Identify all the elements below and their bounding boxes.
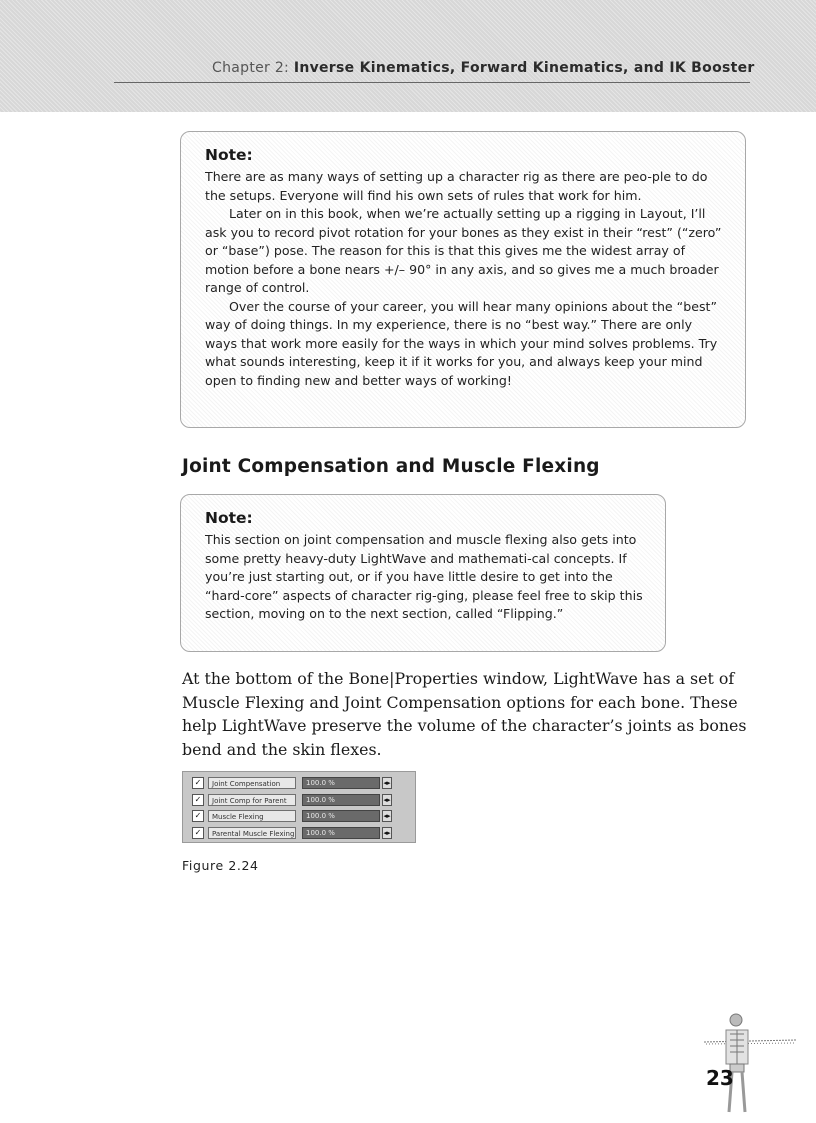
option-label: Joint Comp for Parent <box>208 794 296 806</box>
note-box-2 <box>180 494 666 652</box>
checkbox[interactable]: ✓ <box>192 794 204 806</box>
option-row <box>186 792 412 808</box>
section-heading: Joint Compensation and Muscle Flexing <box>182 456 600 477</box>
option-row <box>186 825 412 841</box>
slider-arrows-icon[interactable]: ◂▸ <box>383 779 391 787</box>
slider-arrows-icon[interactable]: ◂▸ <box>383 828 391 837</box>
header-rule <box>114 82 750 83</box>
value-field[interactable]: 100.0 % <box>302 827 380 839</box>
page-number: 23 <box>706 1066 734 1090</box>
note-paragraph: There are as many ways of setting up a character rig as there are peo-ple to do the setups. Everyone will find his own sets of rules that work for him. <box>205 169 708 203</box>
value-field[interactable]: 100.0 % <box>302 810 380 822</box>
skeleton-figure-icon <box>700 1010 800 1114</box>
note-paragraph: Later on in this book, when we’re actually setting up a rigging in Layout, I’ll ask you to record pivot rotation for your bones as they exist in their “rest” (“zero” or “base”) pose. The reason for this is that this gives me the widest array of motion before a bone nears +/– 90° in any axis, and so gives me a much broader range of control. <box>205 206 722 295</box>
checkbox[interactable]: ✓ <box>192 777 204 789</box>
option-label: Parental Muscle Flexing <box>208 827 296 839</box>
checkbox[interactable]: ✓ <box>192 810 204 822</box>
header-band <box>0 0 816 112</box>
note-title: Note: <box>205 509 253 527</box>
chapter-label: Chapter 2: <box>212 60 290 76</box>
note-body <box>205 531 645 624</box>
running-header <box>212 60 755 76</box>
figure-options-panel <box>182 771 416 843</box>
slider-arrows-icon[interactable]: ◂▸ <box>383 795 391 804</box>
value-field[interactable]: 100.0 % <box>302 794 380 806</box>
option-row <box>186 808 412 824</box>
note-paragraph: This section on joint compensation and muscle flexing also gets into some pretty heavy-duty LightWave and mathemati-cal concepts. If you’re just starting out, or if you have little desire to get into the “hard-core” aspects of character rig-ging, please feel free to skip this section, moving on to the next section, called “Flipping.” <box>205 532 643 621</box>
body-paragraph: At the bottom of the Bone|Properties window, LightWave has a set of Muscle Flexing and Joint Compensation options for each bone. These help LightWave preserve the volume of the character’s joints as bones bend and the skin flexes. <box>182 669 747 759</box>
note-body <box>205 168 725 390</box>
figure-caption: Figure 2.24 <box>182 858 259 873</box>
note-paragraph: Over the course of your career, you will hear many opinions about the “best” way of doing things. In my experience, there is no “best way.” There are only ways that work more easily for the ways in which your mind solves problems. Try what sounds interesting, keep it if it works for you, and always keep your mind open to finding new and better ways of working! <box>205 298 718 388</box>
note-box-1 <box>180 131 746 428</box>
note-title: Note: <box>205 146 253 164</box>
option-row <box>186 775 412 791</box>
option-label: Joint Compensation <box>208 777 296 789</box>
checkbox[interactable]: ✓ <box>192 827 204 839</box>
value-field[interactable]: 100.0 % <box>302 777 380 789</box>
slider-arrows-icon[interactable]: ◂▸ <box>383 812 391 820</box>
option-label: Muscle Flexing <box>208 810 296 822</box>
chapter-title: Inverse Kinematics, Forward Kinematics, and IK Booster <box>293 60 755 76</box>
